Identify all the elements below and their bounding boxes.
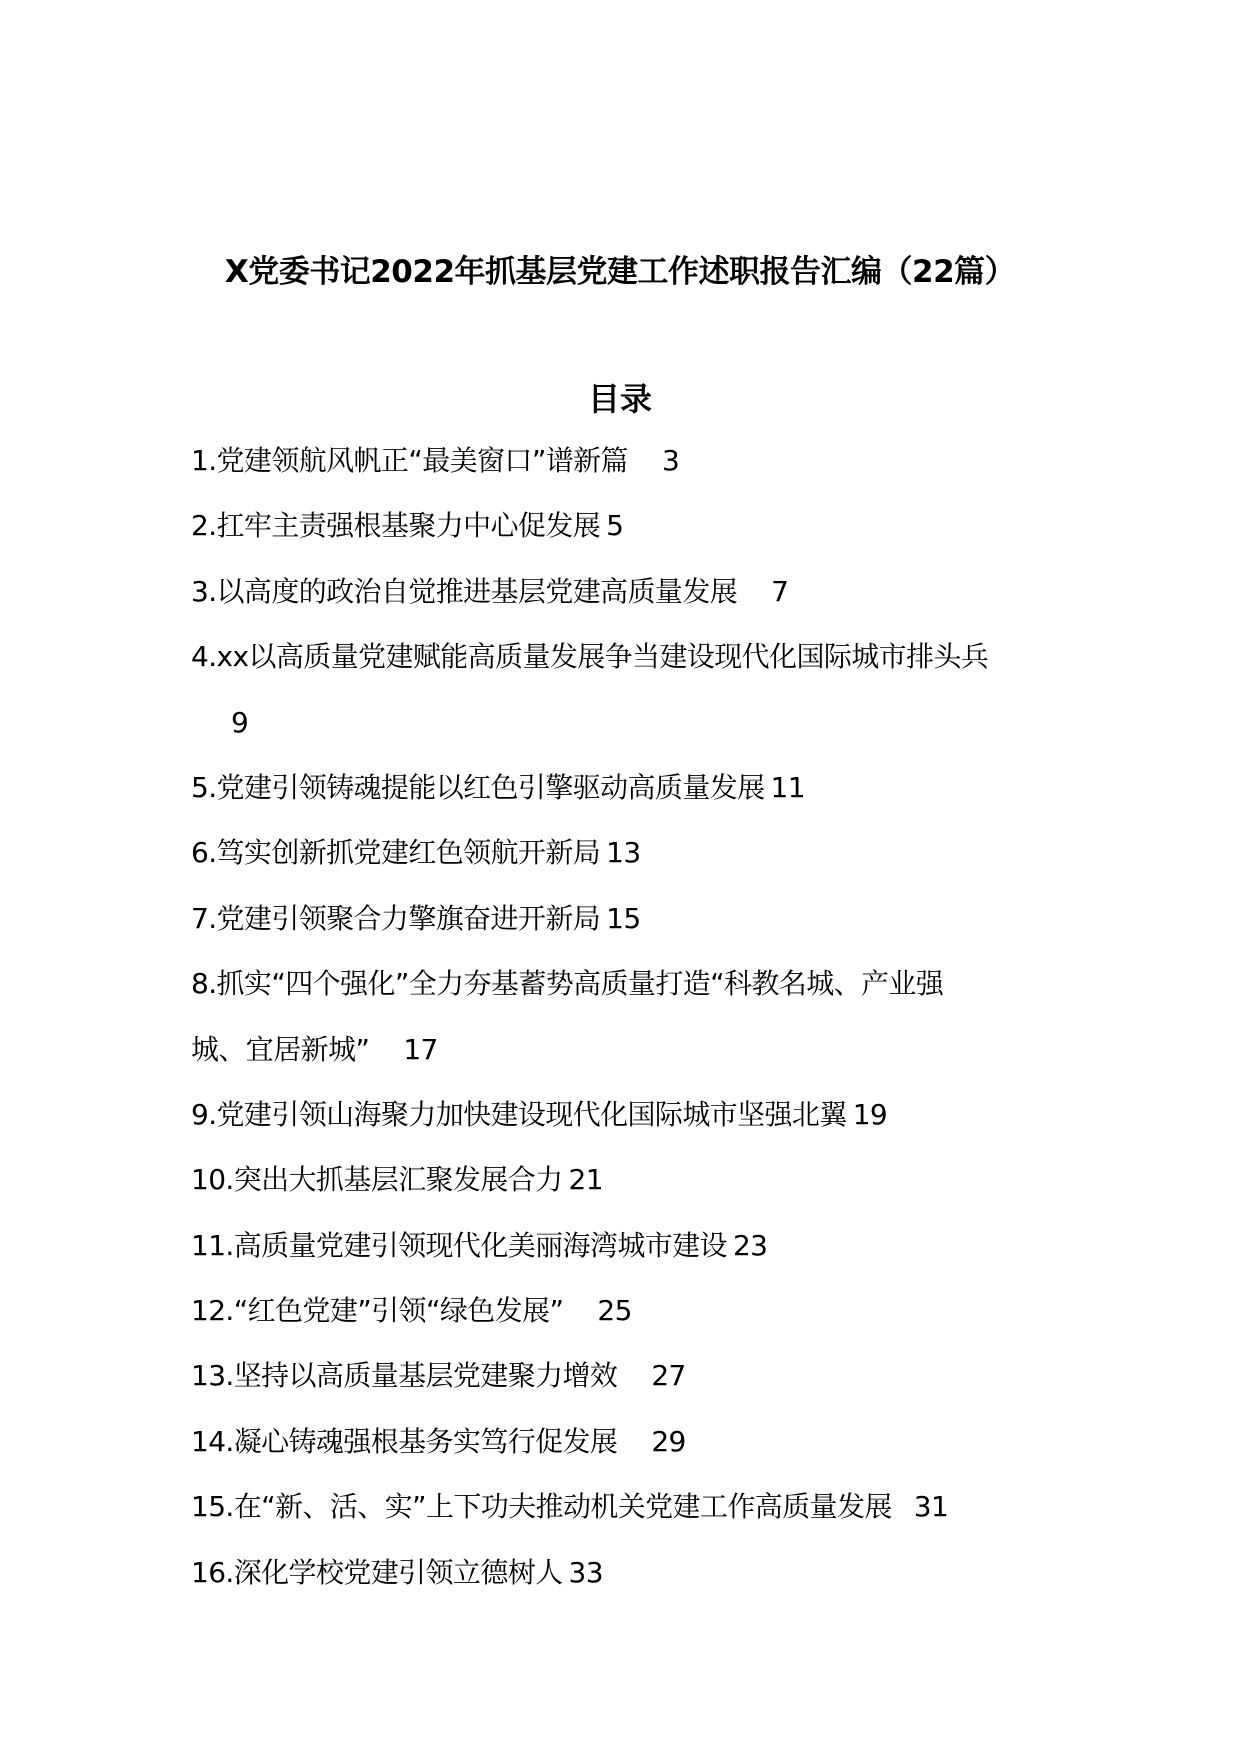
toc-entry-10[interactable] xyxy=(191,1159,1061,1224)
toc-entry-page: 25 xyxy=(597,1294,632,1328)
toc-entry-page: 9 xyxy=(231,705,249,739)
toc-entry-4-page-line[interactable] xyxy=(191,702,1061,767)
toc-entry-6[interactable] xyxy=(191,832,1061,897)
toc-entry-2[interactable] xyxy=(191,505,1061,570)
toc-entry-page: 5 xyxy=(606,509,624,543)
toc-heading: 目录 xyxy=(587,380,652,418)
toc-entry-title: 15.在“新、活、实”上下功夫推动机关党建工作高质量发展 xyxy=(191,1490,892,1524)
toc-entry-title: 9.党建引领山海聚力加快建设现代化国际城市坚强北翼 xyxy=(191,1097,847,1131)
toc-entry-page: 31 xyxy=(913,1490,949,1524)
toc-entry-9[interactable] xyxy=(191,1094,1061,1159)
toc-entry-title: 12.“红色党建”引领“绿色发展” xyxy=(191,1294,564,1328)
toc-entry-5[interactable] xyxy=(191,767,1061,832)
toc-entry-13[interactable] xyxy=(191,1355,1061,1420)
toc-entry-7[interactable] xyxy=(191,898,1061,963)
toc-entry-page: 21 xyxy=(568,1163,603,1197)
toc-entry-page: 15 xyxy=(606,901,641,935)
toc-entry-12[interactable] xyxy=(191,1290,1061,1355)
toc-entry-page: 7 xyxy=(771,574,789,608)
toc-entry-title-continued: 城、宜居新城” xyxy=(191,1032,370,1066)
toc-entry-4[interactable] xyxy=(191,636,1061,701)
toc-entry-15[interactable] xyxy=(191,1486,1061,1551)
toc-entry-title: 2.扛牢主责强根基聚力中心促发展 xyxy=(191,509,601,543)
toc-entry-page: 19 xyxy=(852,1097,888,1131)
toc-entry-page: 29 xyxy=(651,1424,686,1458)
toc-entry-title: 13.坚持以高质量基层党建聚力增效 xyxy=(191,1359,618,1393)
toc-entry-title: 3.以高度的政治自觉推进基层党建高质量发展 xyxy=(191,574,738,608)
toc-entry-11[interactable] xyxy=(191,1225,1061,1290)
toc-entry-title: 1.党建领航风帆正“最美窗口”谱新篇 xyxy=(191,444,628,477)
toc-entry-page: 23 xyxy=(732,1228,768,1262)
toc-entry-8-continued[interactable] xyxy=(191,1029,1061,1094)
toc-entry-title: 6.笃实创新抓党建红色领航开新局 xyxy=(191,836,601,870)
toc-entry-page: 17 xyxy=(403,1032,438,1066)
toc-entry-page: 3 xyxy=(661,444,680,477)
toc-entry-title: 14.凝心铸魂强根基务实笃行促发展 xyxy=(191,1424,618,1458)
toc-entry-16[interactable] xyxy=(191,1552,1061,1617)
toc-entry-14[interactable] xyxy=(191,1421,1061,1486)
table-of-contents xyxy=(191,440,1061,1617)
toc-entry-page: 33 xyxy=(568,1555,603,1589)
toc-entry-page: 13 xyxy=(606,836,641,870)
toc-entry-page: 11 xyxy=(770,770,805,804)
toc-entry-title: 5.党建引领铸魂提能以红色引擎驱动高质量发展 xyxy=(191,770,765,804)
toc-entry-title: 7.党建引领聚合力擎旗奋进开新局 xyxy=(191,901,601,935)
toc-entry-page: 27 xyxy=(651,1359,686,1393)
toc-entry-title: 4.xx以高质量党建赋能高质量发展争当建设现代化国际城市排头兵 xyxy=(191,640,989,674)
toc-entry-title: 11.高质量党建引领现代化美丽海湾城市建设 xyxy=(191,1228,727,1262)
document-title: X党委书记2022年抓基层党建工作述职报告汇编（22篇） xyxy=(224,254,1016,290)
toc-entry-8[interactable] xyxy=(191,963,1061,1028)
toc-entry-title: 16.深化学校党建引领立德树人 xyxy=(191,1555,563,1589)
toc-entry-title: 10.突出大抓基层汇聚发展合力 xyxy=(191,1163,563,1197)
toc-entry-title: 8.抓实“四个强化”全力夯基蓄势高质量打造“科教名城、产业强 xyxy=(191,967,944,1001)
toc-entry-3[interactable] xyxy=(191,571,1061,636)
toc-entry-1[interactable] xyxy=(191,440,1061,505)
